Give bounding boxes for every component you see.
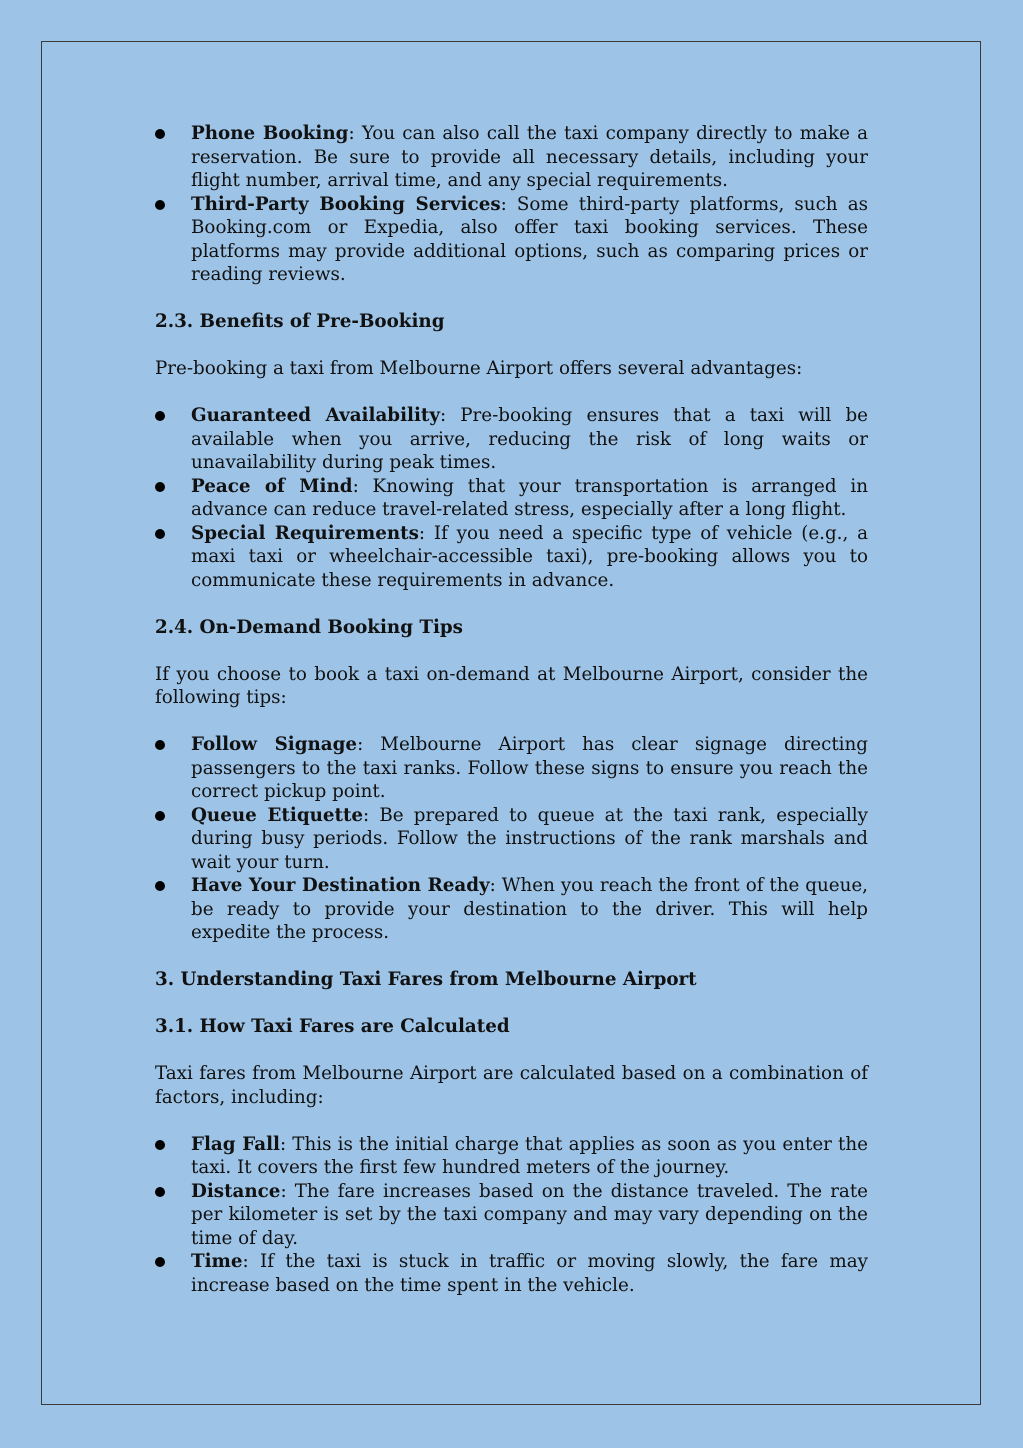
- list-item: [155, 122, 868, 193]
- list-item-term: Guaranteed Availability: [191, 405, 440, 426]
- section-intro: Taxi fares from Melbourne Airport are calculated based on a combination of factors, including:: [155, 1063, 868, 1108]
- list-item: [155, 193, 868, 287]
- list-item: [155, 1133, 868, 1180]
- document-body: [155, 122, 868, 1297]
- list-item-text: : If the taxi is stuck in traffic or moving slowly, the fare may increase based on the time spent in the vehicle.: [191, 1251, 868, 1296]
- list-item: [155, 522, 868, 593]
- bullet-icon: [155, 1140, 165, 1150]
- list-item-term: Third-Party Booking Services: [191, 193, 501, 215]
- bullet-icon: [155, 1257, 165, 1267]
- section-intro: Pre-booking a taxi from Melbourne Airport offers several advantages:: [155, 358, 803, 379]
- fare-factors-list: [155, 1133, 868, 1298]
- bullet-icon: [155, 529, 165, 539]
- benefits-list: [155, 404, 868, 592]
- bullet-icon: [155, 811, 165, 821]
- list-item-text: : The fare increases based on the distance traveled. The rate per kilometer is set by the taxi company and may vary depending on the time of day.: [191, 1180, 868, 1249]
- list-item-text: : Some third-party platforms, such as Booking.com or Expedia, also offer taxi booking services. These platforms may provide additional options, such as comparing prices or reading reviews.: [191, 193, 868, 285]
- list-item-term: Special Requirements: [191, 522, 419, 544]
- list-item-term: Time: [191, 1251, 243, 1272]
- booking-options-list: [155, 122, 868, 287]
- section-intro: If you choose to book a taxi on-demand at Melbourne Airport, consider the following tips:: [155, 663, 868, 708]
- list-item: [155, 1180, 868, 1251]
- bullet-icon: [155, 411, 165, 421]
- list-item-term: Distance: [191, 1180, 281, 1202]
- list-item-term: Phone Booking: [191, 123, 349, 144]
- tips-list: [155, 733, 868, 945]
- list-item-text: : This is the initial charge that applies as soon as you enter the taxi. It covers the first few hundred meters of the journey.: [191, 1133, 868, 1178]
- section-heading: 2.3. Benefits of Pre-Booking: [155, 311, 445, 332]
- bullet-icon: [155, 482, 165, 492]
- list-item: [155, 733, 868, 804]
- list-item-text: : You can also call the taxi company directly to make a reservation. Be sure to provide all necessary details, including your flight number, arrival time, and any special requirements.: [191, 123, 868, 191]
- list-item-text: : Be prepared to queue at the taxi rank, especially during busy periods. Follow the instructions of the rank marshals and wait your turn.: [191, 804, 868, 873]
- bullet-icon: [155, 740, 165, 750]
- list-item-term: Follow Signage: [191, 734, 358, 755]
- bullet-icon: [155, 1187, 165, 1197]
- bullet-icon: [155, 881, 165, 891]
- section-heading: 3. Understanding Taxi Fares from Melbourne Airport: [155, 969, 697, 990]
- list-item: [155, 874, 868, 945]
- list-item-term: Peace of Mind: [191, 475, 353, 497]
- bullet-icon: [155, 129, 165, 139]
- list-item-term: Queue Etiquette: [191, 804, 364, 826]
- bullet-icon: [155, 200, 165, 210]
- section-heading: 2.4. On-Demand Booking Tips: [155, 616, 463, 638]
- list-item: [155, 1250, 868, 1297]
- list-item-text: : If you need a specific type of vehicle (e.g., a maxi taxi or wheelchair-accessible taxi), pre-booking allows you to communicate these requirements in advance.: [191, 522, 868, 591]
- list-item-term: Have Your Destination Ready: [191, 875, 490, 896]
- list-item-text: : Pre-booking ensures that a taxi will be available when you arrive, reducing the risk of long waits or unavailability during peak times.: [191, 405, 868, 473]
- list-item-text: : Melbourne Airport has clear signage directing passengers to the taxi ranks. Follow these signs to ensure you reach the correct pickup point.: [191, 734, 869, 802]
- list-item: [155, 404, 868, 475]
- list-item: [155, 475, 868, 522]
- list-item-term: Flag Fall: [191, 1133, 280, 1155]
- list-item-text: : When you reach the front of the queue, be ready to provide your destination to the driver. This will help expedite the process.: [191, 875, 868, 943]
- list-item-text: : Knowing that your transportation is arranged in advance can reduce travel-related stress, especially after a long flight.: [191, 475, 868, 520]
- list-item: [155, 804, 868, 875]
- subsection-heading: 3.1. How Taxi Fares are Calculated: [155, 1016, 510, 1037]
